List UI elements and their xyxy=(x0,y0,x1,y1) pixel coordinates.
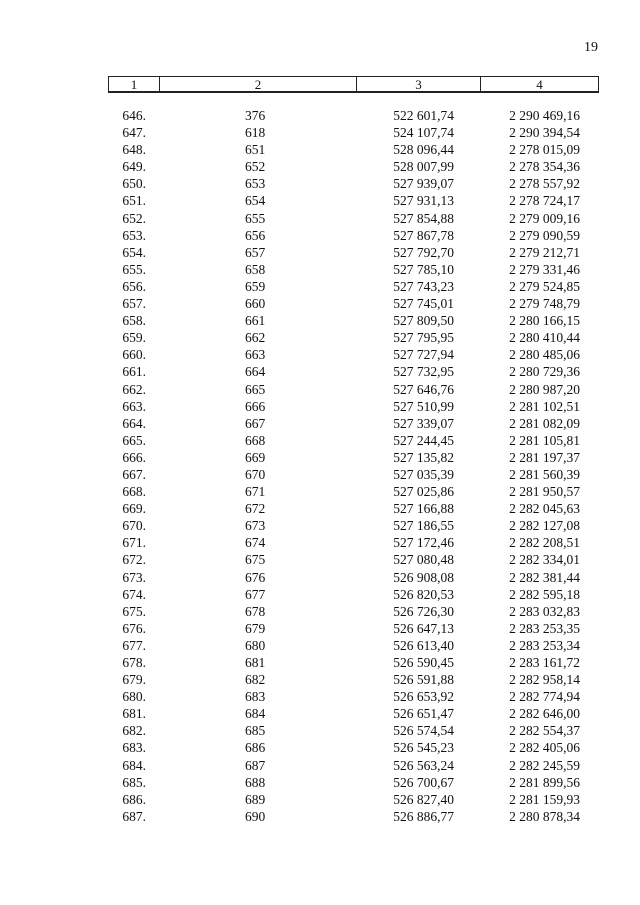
table-cell-col4: 2 283 161,72 xyxy=(509,655,580,670)
table-cell-col2: 685 xyxy=(245,723,266,739)
table-row xyxy=(0,432,640,449)
table-cell-col3: 526 651,47 xyxy=(393,706,454,722)
table-cell-col4: 2 279 524,85 xyxy=(509,278,580,294)
table-row xyxy=(0,124,640,141)
column-header-1: 1 xyxy=(109,77,160,91)
table-row xyxy=(0,278,640,295)
table-row xyxy=(0,312,640,329)
table-cell-col1: 686. xyxy=(122,791,146,807)
table-cell-col4: 2 282 405,06 xyxy=(509,740,580,756)
table-cell-col3: 526 908,08 xyxy=(393,569,454,585)
table-cell-col1: 684. xyxy=(122,757,146,773)
table-cell-col2: 656 xyxy=(245,227,266,243)
table-cell-col2: 679 xyxy=(245,620,266,636)
table-cell-col4: 2 278 557,92 xyxy=(509,176,580,192)
table-cell-col4: 2 282 595,18 xyxy=(509,586,580,602)
table-cell-col1: 672. xyxy=(122,552,146,568)
table-row xyxy=(0,449,640,466)
table-cell-col3: 527 510,99 xyxy=(393,398,454,414)
table-row xyxy=(0,705,640,722)
table-row xyxy=(0,551,640,568)
table-row xyxy=(0,774,640,791)
table-cell-col2: 668 xyxy=(245,432,266,448)
table-cell-col4: 2 290 394,54 xyxy=(509,125,580,141)
table-cell-col2: 618 xyxy=(245,125,266,141)
table-cell-col2: 658 xyxy=(245,261,266,277)
table-cell-col2: 690 xyxy=(245,808,266,824)
table-cell-col2: 675 xyxy=(245,552,266,568)
table-cell-col1: 685. xyxy=(122,774,146,790)
table-cell-col1: 653. xyxy=(122,227,146,243)
table-cell-col2: 662 xyxy=(245,330,266,346)
table-cell-col1: 654. xyxy=(122,244,146,260)
table-cell-col1: 652. xyxy=(122,210,146,226)
table-cell-col4: 2 282 045,63 xyxy=(509,501,580,517)
table-row xyxy=(0,175,640,192)
table-cell-col1: 680. xyxy=(122,689,146,705)
table-cell-col1: 658. xyxy=(122,313,146,329)
table-cell-col2: 667 xyxy=(245,415,266,431)
table-cell-col1: 666. xyxy=(122,449,146,465)
table-row xyxy=(0,671,640,688)
table-cell-col2: 673 xyxy=(245,518,266,534)
table-cell-col4: 2 279 331,46 xyxy=(509,261,580,277)
table-cell-col1: 669. xyxy=(122,501,146,517)
table-cell-col4: 2 278 015,09 xyxy=(509,142,580,158)
table-cell-col4: 2 281 105,81 xyxy=(509,432,580,448)
table-cell-col1: 650. xyxy=(122,176,146,192)
table-row xyxy=(0,637,640,654)
table-cell-col1: 656. xyxy=(122,278,146,294)
table-header xyxy=(108,76,599,93)
table-cell-col2: 688 xyxy=(245,774,266,790)
table-cell-col4: 2 282 958,14 xyxy=(509,672,580,688)
table-cell-col1: 682. xyxy=(122,723,146,739)
table-cell-col2: 684 xyxy=(245,706,266,722)
page-number: 19 xyxy=(584,40,598,55)
table-cell-col3: 527 339,07 xyxy=(393,415,454,431)
table-row xyxy=(0,603,640,620)
table-cell-col4: 2 281 102,51 xyxy=(509,398,580,414)
table-row xyxy=(0,398,640,415)
table-cell-col3: 527 732,95 xyxy=(393,364,454,380)
table-cell-col3: 527 931,13 xyxy=(393,193,454,209)
table-cell-col3: 527 939,07 xyxy=(393,176,454,192)
table-cell-col1: 659. xyxy=(122,330,146,346)
table-cell-col2: 670 xyxy=(245,466,266,482)
table-cell-col1: 668. xyxy=(122,484,146,500)
table-cell-col4: 2 280 485,06 xyxy=(509,347,580,363)
table-cell-col2: 683 xyxy=(245,689,266,705)
table-row xyxy=(0,192,640,209)
table-cell-col3: 527 025,86 xyxy=(393,484,454,500)
table-cell-col3: 526 827,40 xyxy=(393,791,454,807)
table-cell-col3: 527 809,50 xyxy=(393,313,454,329)
table-cell-col4: 2 282 334,01 xyxy=(509,552,580,568)
table-cell-col3: 527 166,88 xyxy=(393,501,454,517)
table-cell-col4: 2 280 878,34 xyxy=(509,808,580,824)
table-cell-col2: 376 xyxy=(245,108,266,123)
table-cell-col1: 664. xyxy=(122,415,146,431)
table-cell-col3: 527 080,48 xyxy=(393,552,454,568)
table-cell-col2: 669 xyxy=(245,449,266,465)
table-cell-col3: 524 107,74 xyxy=(393,125,454,141)
table-cell-col1: 673. xyxy=(122,569,146,585)
table-cell-col1: 667. xyxy=(122,466,146,482)
table-cell-col2: 677 xyxy=(245,586,266,602)
table-cell-col1: 679. xyxy=(122,672,146,688)
table-row xyxy=(0,141,640,158)
table-cell-col3: 528 096,44 xyxy=(393,142,454,158)
table-row xyxy=(0,483,640,500)
table-cell-col4: 2 281 950,57 xyxy=(509,484,580,500)
table-cell-col4: 2 283 032,83 xyxy=(509,603,580,619)
table-cell-col3: 527 854,88 xyxy=(393,210,454,226)
column-header-4: 4 xyxy=(536,77,543,92)
table-row xyxy=(0,415,640,432)
table-cell-col3: 526 590,45 xyxy=(393,655,454,670)
table-cell-col1: 687. xyxy=(122,808,146,824)
table-cell-col3: 527 727,94 xyxy=(393,347,454,363)
table-cell-col2: 672 xyxy=(245,501,266,517)
table-cell-col2: 657 xyxy=(245,244,266,260)
table-cell-col1: 674. xyxy=(122,586,146,602)
table-cell-col2: 671 xyxy=(245,484,266,500)
table-cell-col4: 2 282 774,94 xyxy=(509,689,580,705)
table-cell-col4: 2 282 127,08 xyxy=(509,518,580,534)
coordinate-table-body xyxy=(0,107,640,825)
table-cell-col3: 527 646,76 xyxy=(393,381,454,397)
table-cell-col4: 2 279 748,79 xyxy=(509,296,580,312)
table-row xyxy=(0,261,640,278)
table-row xyxy=(0,757,640,774)
table-cell-col4: 2 279 009,16 xyxy=(509,210,580,226)
table-cell-col1: 661. xyxy=(122,364,146,380)
table-cell-col4: 2 283 253,35 xyxy=(509,620,580,636)
table-cell-col3: 522 601,74 xyxy=(393,108,454,123)
table-row xyxy=(0,739,640,756)
table-cell-col1: 662. xyxy=(122,381,146,397)
table-cell-col1: 683. xyxy=(122,740,146,756)
table-cell-col1: 675. xyxy=(122,603,146,619)
table-row xyxy=(0,534,640,551)
table-row xyxy=(0,244,640,261)
table-row xyxy=(0,688,640,705)
table-cell-col1: 649. xyxy=(122,159,146,175)
table-cell-col1: 681. xyxy=(122,706,146,722)
table-cell-col2: 652 xyxy=(245,159,266,175)
table-cell-col3: 527 745,01 xyxy=(393,296,454,312)
table-cell-col2: 665 xyxy=(245,381,266,397)
table-cell-col4: 2 280 729,36 xyxy=(509,364,580,380)
table-cell-col1: 676. xyxy=(122,620,146,636)
table-row xyxy=(0,808,640,825)
table-cell-col3: 527 135,82 xyxy=(393,449,454,465)
table-cell-col2: 686 xyxy=(245,740,266,756)
table-cell-col4: 2 279 212,71 xyxy=(509,244,580,260)
table-row xyxy=(0,295,640,312)
table-cell-col3: 526 613,40 xyxy=(393,637,454,653)
table-cell-col4: 2 281 082,09 xyxy=(509,415,580,431)
table-row xyxy=(0,586,640,603)
table-cell-col3: 526 653,92 xyxy=(393,689,454,705)
table-cell-col3: 527 186,55 xyxy=(393,518,454,534)
table-cell-col3: 527 792,70 xyxy=(393,244,454,260)
table-cell-col3: 526 574,54 xyxy=(393,723,454,739)
table-cell-col2: 655 xyxy=(245,210,266,226)
table-cell-col3: 526 563,24 xyxy=(393,757,454,773)
table-row xyxy=(0,791,640,808)
table-cell-col3: 526 591,88 xyxy=(393,672,454,688)
table-cell-col4: 2 281 159,93 xyxy=(509,791,580,807)
table-cell-col4: 2 278 354,36 xyxy=(509,159,580,175)
table-cell-col1: 655. xyxy=(122,261,146,277)
table-cell-col4: 2 282 208,51 xyxy=(509,535,580,551)
table-cell-col3: 527 035,39 xyxy=(393,466,454,482)
table-cell-col1: 678. xyxy=(122,655,146,670)
table-cell-col4: 2 282 646,00 xyxy=(509,706,580,722)
table-cell-col1: 657. xyxy=(122,296,146,312)
column-header-2: 2 xyxy=(160,77,357,91)
table-cell-col4: 2 278 724,17 xyxy=(509,193,580,209)
table-cell-col1: 646. xyxy=(122,108,146,123)
table-row xyxy=(0,363,640,380)
table-cell-col2: 651 xyxy=(245,142,266,158)
table-cell-col2: 674 xyxy=(245,535,266,551)
table-row xyxy=(0,346,640,363)
table-cell-col4: 2 282 245,59 xyxy=(509,757,580,773)
table-cell-col4: 2 281 899,56 xyxy=(509,774,580,790)
table-cell-col4: 2 280 987,20 xyxy=(509,381,580,397)
table-cell-col1: 665. xyxy=(122,432,146,448)
table-row xyxy=(0,158,640,175)
table-cell-col2: 664 xyxy=(245,364,266,380)
table-cell-col1: 647. xyxy=(122,125,146,141)
table-cell-col2: 687 xyxy=(245,757,266,773)
table-row xyxy=(0,210,640,227)
table-cell-col4: 2 283 253,34 xyxy=(509,637,580,653)
table-row xyxy=(0,500,640,517)
table-cell-col2: 659 xyxy=(245,278,266,294)
table-cell-col3: 526 726,30 xyxy=(393,603,454,619)
table-cell-col3: 527 785,10 xyxy=(393,261,454,277)
table-cell-col4: 2 281 560,39 xyxy=(509,466,580,482)
table-cell-col1: 677. xyxy=(122,637,146,653)
table-cell-col4: 2 281 197,37 xyxy=(509,449,580,465)
table-row xyxy=(0,107,640,124)
table-cell-col3: 526 647,13 xyxy=(393,620,454,636)
table-row xyxy=(0,722,640,739)
table-cell-col1: 651. xyxy=(122,193,146,209)
table-row xyxy=(0,381,640,398)
table-cell-col3: 527 172,46 xyxy=(393,535,454,551)
table-cell-col2: 666 xyxy=(245,398,266,414)
table-cell-col2: 682 xyxy=(245,672,266,688)
table-cell-col2: 689 xyxy=(245,791,266,807)
table-cell-col2: 681 xyxy=(245,655,266,670)
table-cell-col4: 2 279 090,59 xyxy=(509,227,580,243)
table-cell-col3: 526 820,53 xyxy=(393,586,454,602)
table-cell-col4: 2 280 410,44 xyxy=(509,330,580,346)
table-cell-col3: 527 867,78 xyxy=(393,227,454,243)
column-header-3: 3 xyxy=(357,77,481,91)
table-cell-col3: 526 886,77 xyxy=(393,808,454,824)
table-cell-col1: 648. xyxy=(122,142,146,158)
table-row xyxy=(0,227,640,244)
table-cell-col4: 2 282 381,44 xyxy=(509,569,580,585)
table-cell-col2: 663 xyxy=(245,347,266,363)
table-cell-col1: 671. xyxy=(122,535,146,551)
table-row xyxy=(0,620,640,637)
table-cell-col3: 527 795,95 xyxy=(393,330,454,346)
table-cell-col3: 526 700,67 xyxy=(393,774,454,790)
table-cell-col1: 663. xyxy=(122,398,146,414)
table-row xyxy=(0,329,640,346)
table-cell-col2: 660 xyxy=(245,296,266,312)
table-cell-col2: 678 xyxy=(245,603,266,619)
table-cell-col3: 527 743,23 xyxy=(393,278,454,294)
table-cell-col3: 526 545,23 xyxy=(393,740,454,756)
table-cell-col2: 676 xyxy=(245,569,266,585)
table-cell-col4: 2 280 166,15 xyxy=(509,313,580,329)
table-cell-col2: 654 xyxy=(245,193,266,209)
table-cell-col1: 660. xyxy=(122,347,146,363)
table-cell-col2: 661 xyxy=(245,313,266,329)
table-cell-col4: 2 282 554,37 xyxy=(509,723,580,739)
table-cell-col3: 527 244,45 xyxy=(393,432,454,448)
table-cell-col2: 680 xyxy=(245,637,266,653)
table-cell-col4: 2 290 469,16 xyxy=(509,108,580,123)
table-row xyxy=(0,569,640,586)
table-cell-col2: 653 xyxy=(245,176,266,192)
table-row xyxy=(0,517,640,534)
table-row xyxy=(0,466,640,483)
table-cell-col3: 528 007,99 xyxy=(393,159,454,175)
table-row xyxy=(0,654,640,671)
table-cell-col1: 670. xyxy=(122,518,146,534)
